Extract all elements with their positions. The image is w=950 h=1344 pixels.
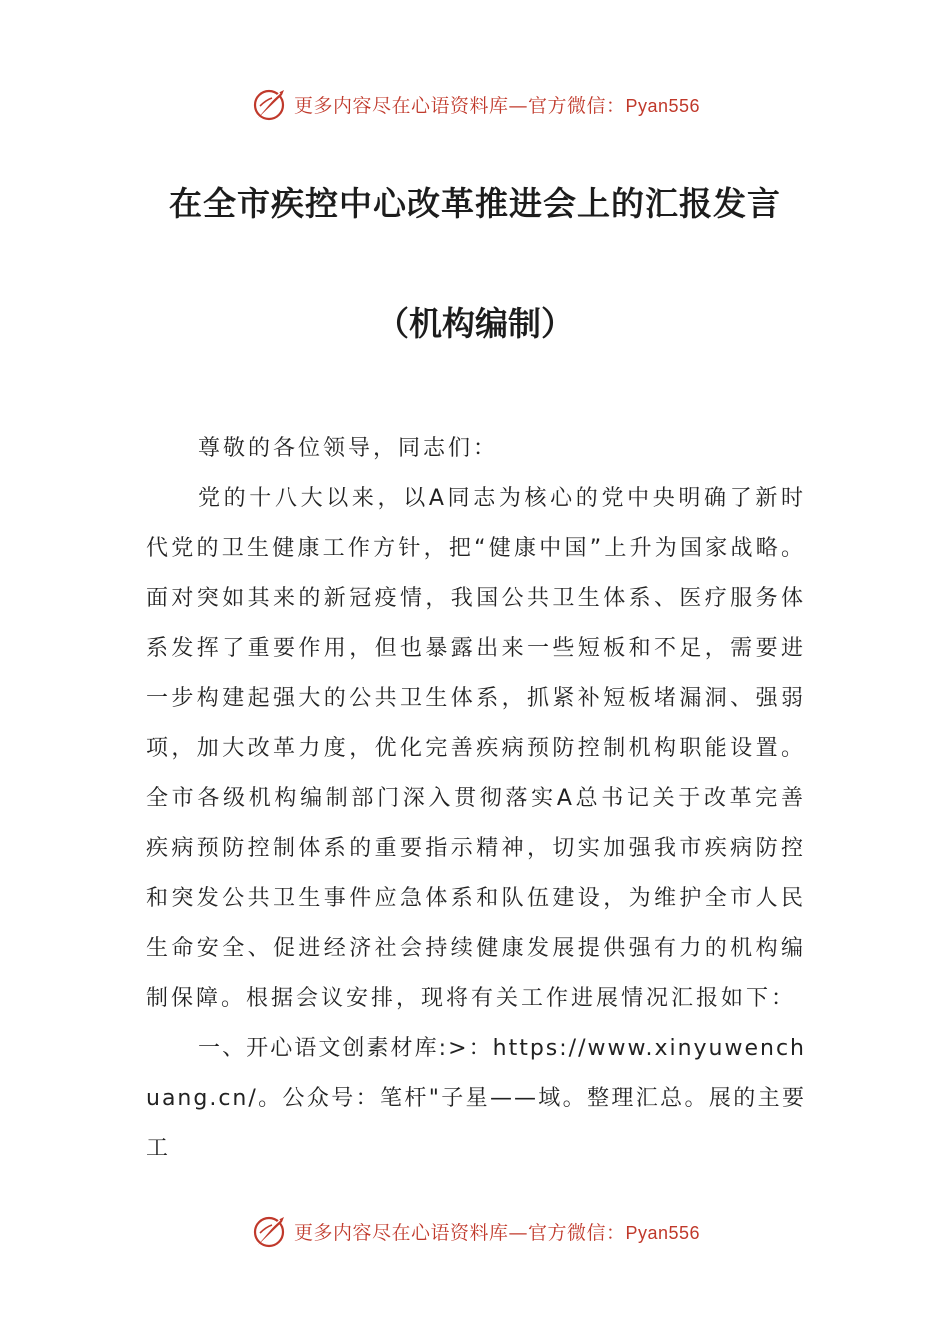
body-paragraph-1: 党的十八大以来，以A同志为核心的党中央明确了新时代党的卫生健康工作方针，把“健康中国”上升为国家战略。面对突如其来的新冠疫情，我国公共卫生体系、医疗服务体系发挥了重要作用，但也暴露出来一些短板和不足，需要进一步构建起强大的公共卫生体系，抓紧补短板堵漏洞、强弱项，加大改革力度，优化完善疾病预防控制机构职能设置。全市各级机构编制部门深入贯彻落实A总书记关于改革完善疾病预防控制体系的重要指示精神，切实加强我市疾病防控和突发公共卫生事件应急体系和队伍建设，为维护全市人民生命安全、促进经济社会持续健康发展提供强有力的机构编制保障。根据会议安排，现将有关工作进展情况汇报如下： xyxy=(146,486,806,1011)
watermark-banner-bottom xyxy=(0,1209,950,1253)
quill-logo-icon xyxy=(250,84,290,124)
watermark-wechat-id: Pyan556 xyxy=(625,95,701,116)
watermark-banner-top xyxy=(0,82,950,126)
watermark-library-name: 更多内容尽在心语资料库 xyxy=(293,94,509,117)
quill-logo-icon xyxy=(250,1211,290,1251)
watermark-dash: — xyxy=(508,94,528,117)
salutation: 尊敬的各位领导，同志们： xyxy=(198,436,499,461)
document-subtitle: （机构编制） xyxy=(376,304,574,343)
watermark-text xyxy=(294,91,700,118)
watermark-wechat-id: Pyan556 xyxy=(625,1222,701,1243)
watermark-dash: — xyxy=(508,1221,528,1244)
document-body xyxy=(146,424,806,1174)
document-title: 在全市疾控中心改革推进会上的汇报发言 xyxy=(169,184,781,223)
watermark-wechat-label: 官方微信： xyxy=(527,94,626,117)
body-paragraph-2: 一、开心语文创素材库:>：https://www.xinyuwenchuang.cn/。公众号：笔杆"子星——域。整理汇总。展的主要工 xyxy=(146,1036,806,1161)
watermark-text xyxy=(294,1218,700,1245)
watermark-wechat-label: 官方微信： xyxy=(527,1221,626,1244)
watermark-library-name: 更多内容尽在心语资料库 xyxy=(293,1221,509,1244)
